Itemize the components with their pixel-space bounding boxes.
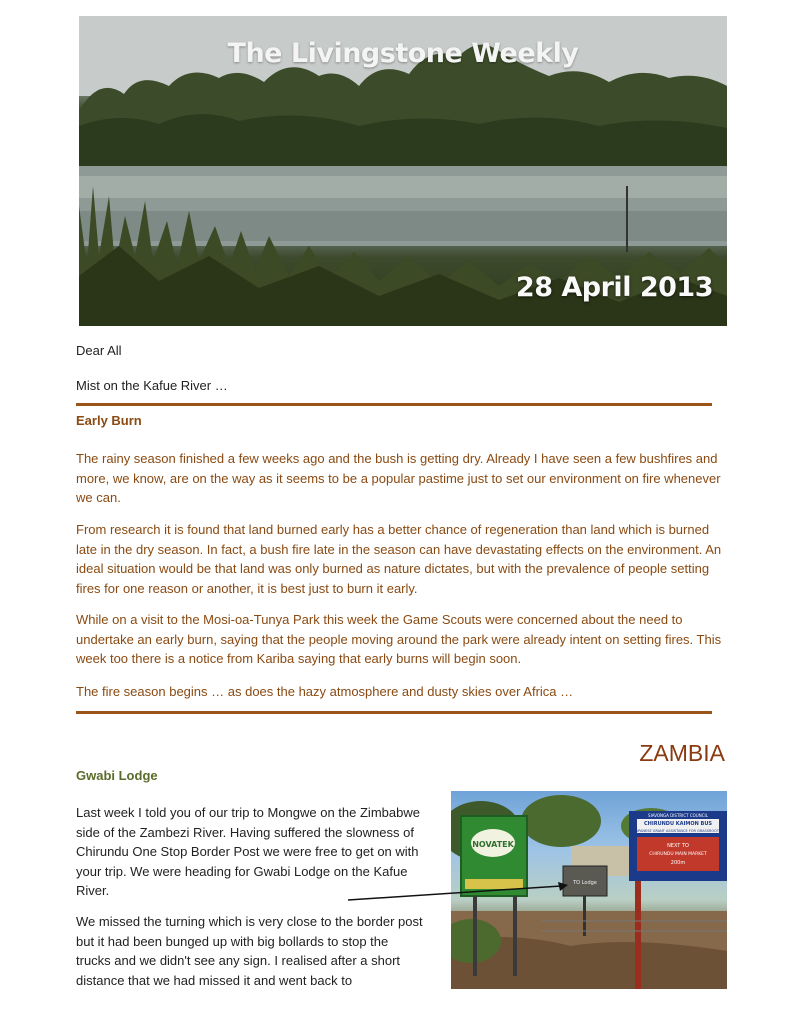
- novatek-sign-text: NOVATEK: [472, 840, 514, 849]
- paragraph: The rainy season finished a few weeks ago and the bush is getting dry. Already I have seen a few bushfires and more, we know, are on the way as it seems to be a popular pastime just to set our environment on fire whenever we can.: [76, 451, 721, 505]
- greeting: Dear All: [76, 343, 122, 358]
- section-divider: [76, 711, 712, 714]
- distance-text: 200m: [670, 860, 686, 866]
- paragraph: The fire season begins … as does the hazy atmosphere and dusty skies over Africa …: [76, 684, 574, 699]
- grant-sign-text: JAPANESE GRANT ASSISTANCE FOR GRASSROOTS: [634, 829, 722, 833]
- pointer-arrow: [346, 880, 571, 904]
- photo-caption: Mist on the Kafue River …: [76, 378, 228, 393]
- newsletter-title: The Livingstone Weekly: [227, 38, 579, 69]
- market-sign-text: CHIRUNDU KAIMON BUS: [644, 821, 712, 827]
- small-sign-text: TO Lodge: [573, 880, 597, 886]
- paragraph: While on a visit to the Mosi-oa-Tunya Park this week the Game Scouts were concerned about the need to undertake an early burn, saying that the people moving around the park were already intent on setting fires. This week too there is a notice from Kariba saying that early burns will begin soon.: [76, 612, 722, 666]
- main-market-text: CHIRUNDU MAIN MARKET: [649, 852, 707, 857]
- paragraph: We missed the turning which is very close to the border post but it had been bunged up with big bollards to stop the trucks and we didn't see any sign. I realised after a short distance that we had missed it and went back to: [76, 914, 423, 988]
- district-sign-text: SIAVONGA DISTRICT COUNCIL: [648, 813, 708, 818]
- header-banner-image: [79, 16, 727, 326]
- paragraph: From research it is found that land burned early has a better chance of regeneration than land which is burned late in the dry season. In fact, a bush fire late in the season can have devastating effects on the environment. An ideal situation would be that land was only burned as nature dictates, but with the prevalence of people setting fires for one reason or another, it is best just to burn it early.: [76, 522, 722, 596]
- section-heading-gwabi-lodge: Gwabi Lodge: [76, 768, 158, 783]
- section-divider: [76, 403, 712, 406]
- issue-date: 28 April 2013: [515, 272, 713, 303]
- paragraph: Last week I told you of our trip to Mongwe on the Zimbabwe side of the Zambezi River. Having suffered the slowness of Chirundu One Stop Border Post we were free to get on with your trip. We were heading for Gwabi Lodge on the Kafue River.: [76, 805, 420, 898]
- next-to-text: NEXT TO: [667, 843, 689, 849]
- section-heading-early-burn: Early Burn: [76, 413, 142, 428]
- country-label: ZAMBIA: [639, 740, 725, 766]
